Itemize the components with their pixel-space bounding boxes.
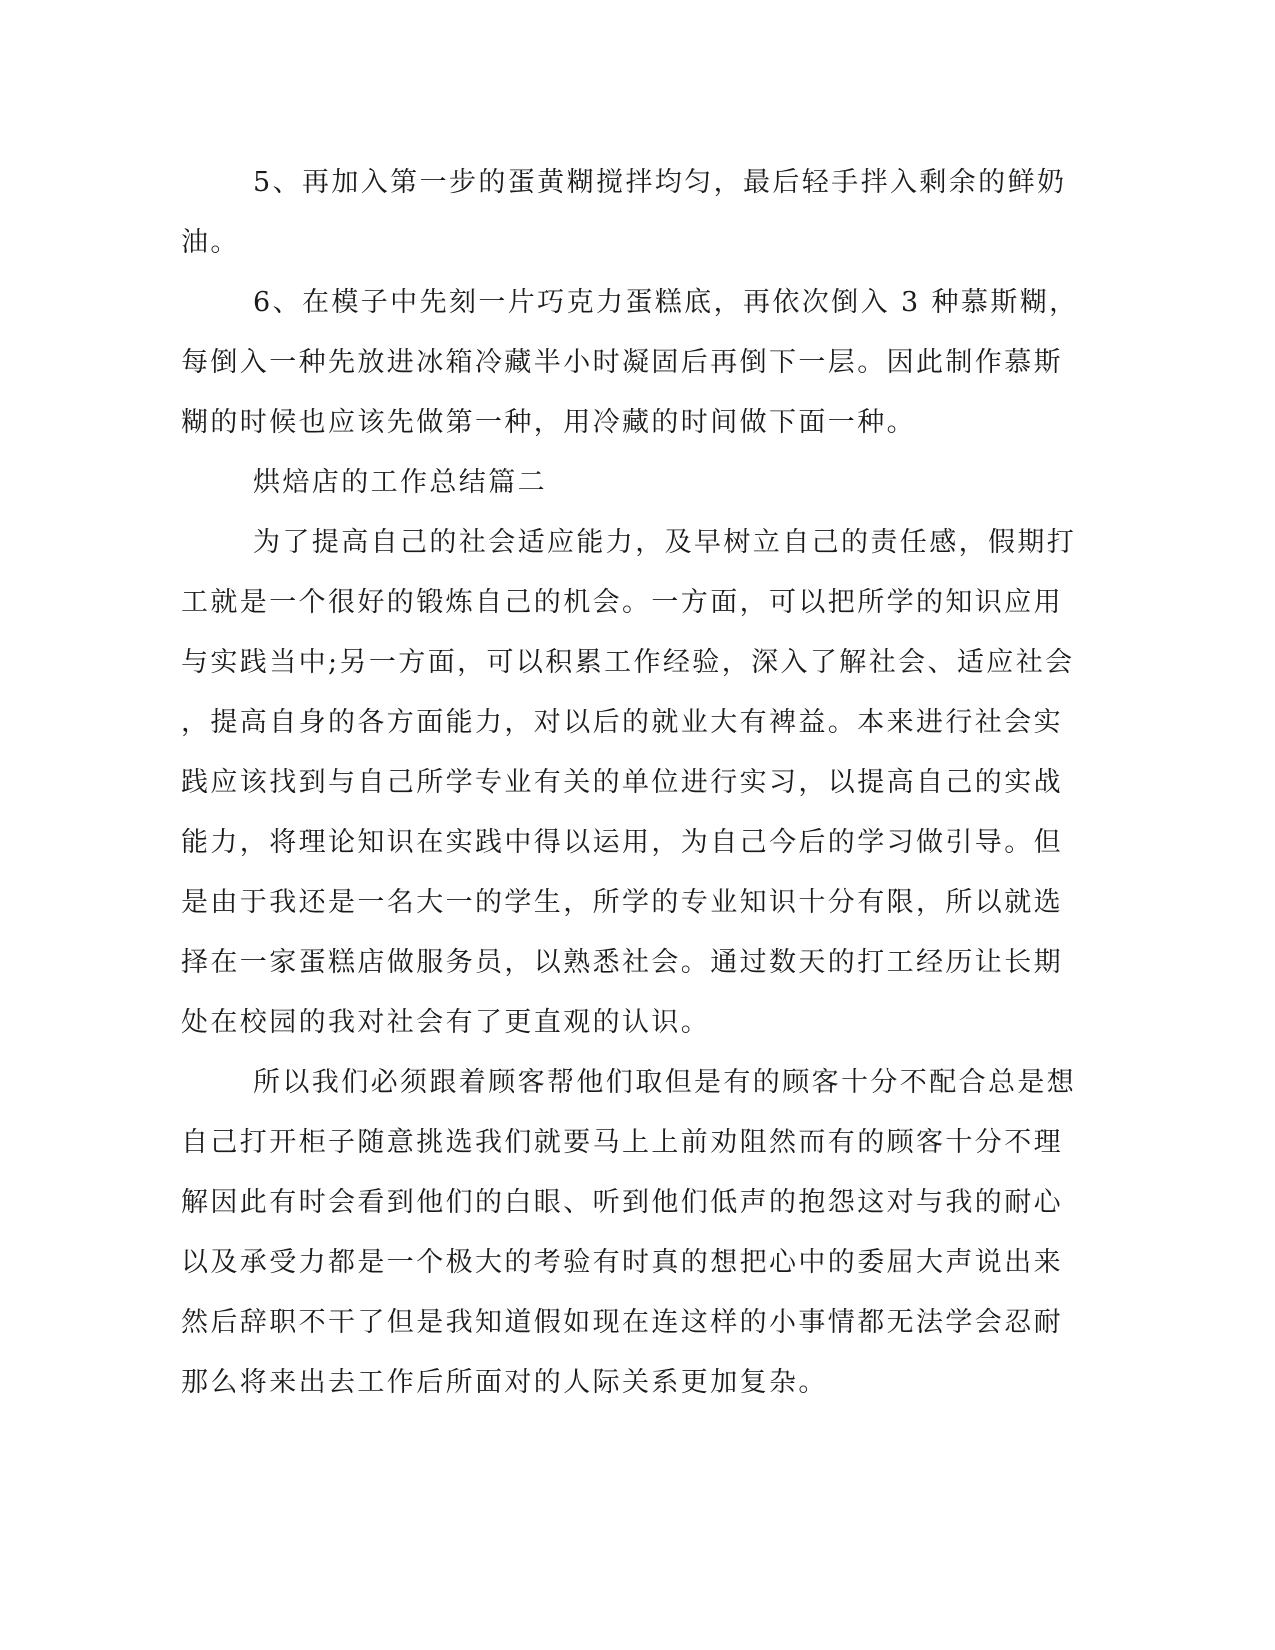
text-line: 那么将来出去工作后所面对的人际关系更加复杂。 [181,1367,828,1398]
paragraph-customers [181,1053,1081,1413]
text-line: 所以我们必须跟着顾客帮他们取但是有的顾客十分不配合总是想 [253,1067,1077,1098]
paragraph-intro [181,513,1081,1053]
text-line: 自己打开柜子随意挑选我们就要马上上前劝阻然而有的顾客十分不理 [181,1127,1063,1158]
text-line: 能力，将理论知识在实践中得以运用，为自己今后的学习做引导。但 [181,827,1063,858]
text-line: 为了提高自己的社会适应能力，及早树立自己的责任感，假期打 [253,527,1077,558]
text-line: 是由于我还是一名大一的学生，所学的专业知识十分有限，所以就选 [181,887,1063,918]
text-line: 5、再加入第一步的蛋黄糊搅拌均匀，最后轻手拌入剩余的鲜奶 [253,167,1067,198]
text-line: ，提高自身的各方面能力，对以后的就业大有裨益。本来进行社会实 [181,707,1063,738]
section-heading [181,453,1081,513]
text-line: 处在校园的我对社会有了更直观的认识。 [181,1007,711,1038]
text-line: 每倒入一种先放进冰箱冷藏半小时凝固后再倒下一层。因此制作慕斯 [181,347,1063,378]
text-line: 油。 [181,227,240,258]
text-line: 解因此有时会看到他们的白眼、听到他们低声的抱怨这对与我的耐心 [181,1187,1063,1218]
paragraph-step-5 [181,153,1081,273]
document-body [181,153,1081,1413]
text-line: 践应该找到与自己所学专业有关的单位进行实习，以提高自己的实战 [181,767,1063,798]
text-line: 6、在模子中先刻一片巧克力蛋糕底，再依次倒入 3 种慕斯糊， [253,287,1079,318]
text-line: 然后辞职不干了但是我知道假如现在连这样的小事情都无法学会忍耐 [181,1307,1063,1338]
heading-text: 烘焙店的工作总结篇二 [253,467,547,498]
text-line: 以及承受力都是一个极大的考验有时真的想把心中的委屈大声说出来 [181,1247,1063,1278]
text-line: 工就是一个很好的锻炼自己的机会。一方面，可以把所学的知识应用 [181,587,1063,618]
text-line: 与实践当中;另一方面，可以积累工作经验，深入了解社会、适应社会 [181,647,1075,678]
text-line: 糊的时候也应该先做第一种，用冷藏的时间做下面一种。 [181,407,916,438]
text-line: 择在一家蛋糕店做服务员，以熟悉社会。通过数天的打工经历让长期 [181,947,1063,978]
paragraph-step-6 [181,273,1081,453]
